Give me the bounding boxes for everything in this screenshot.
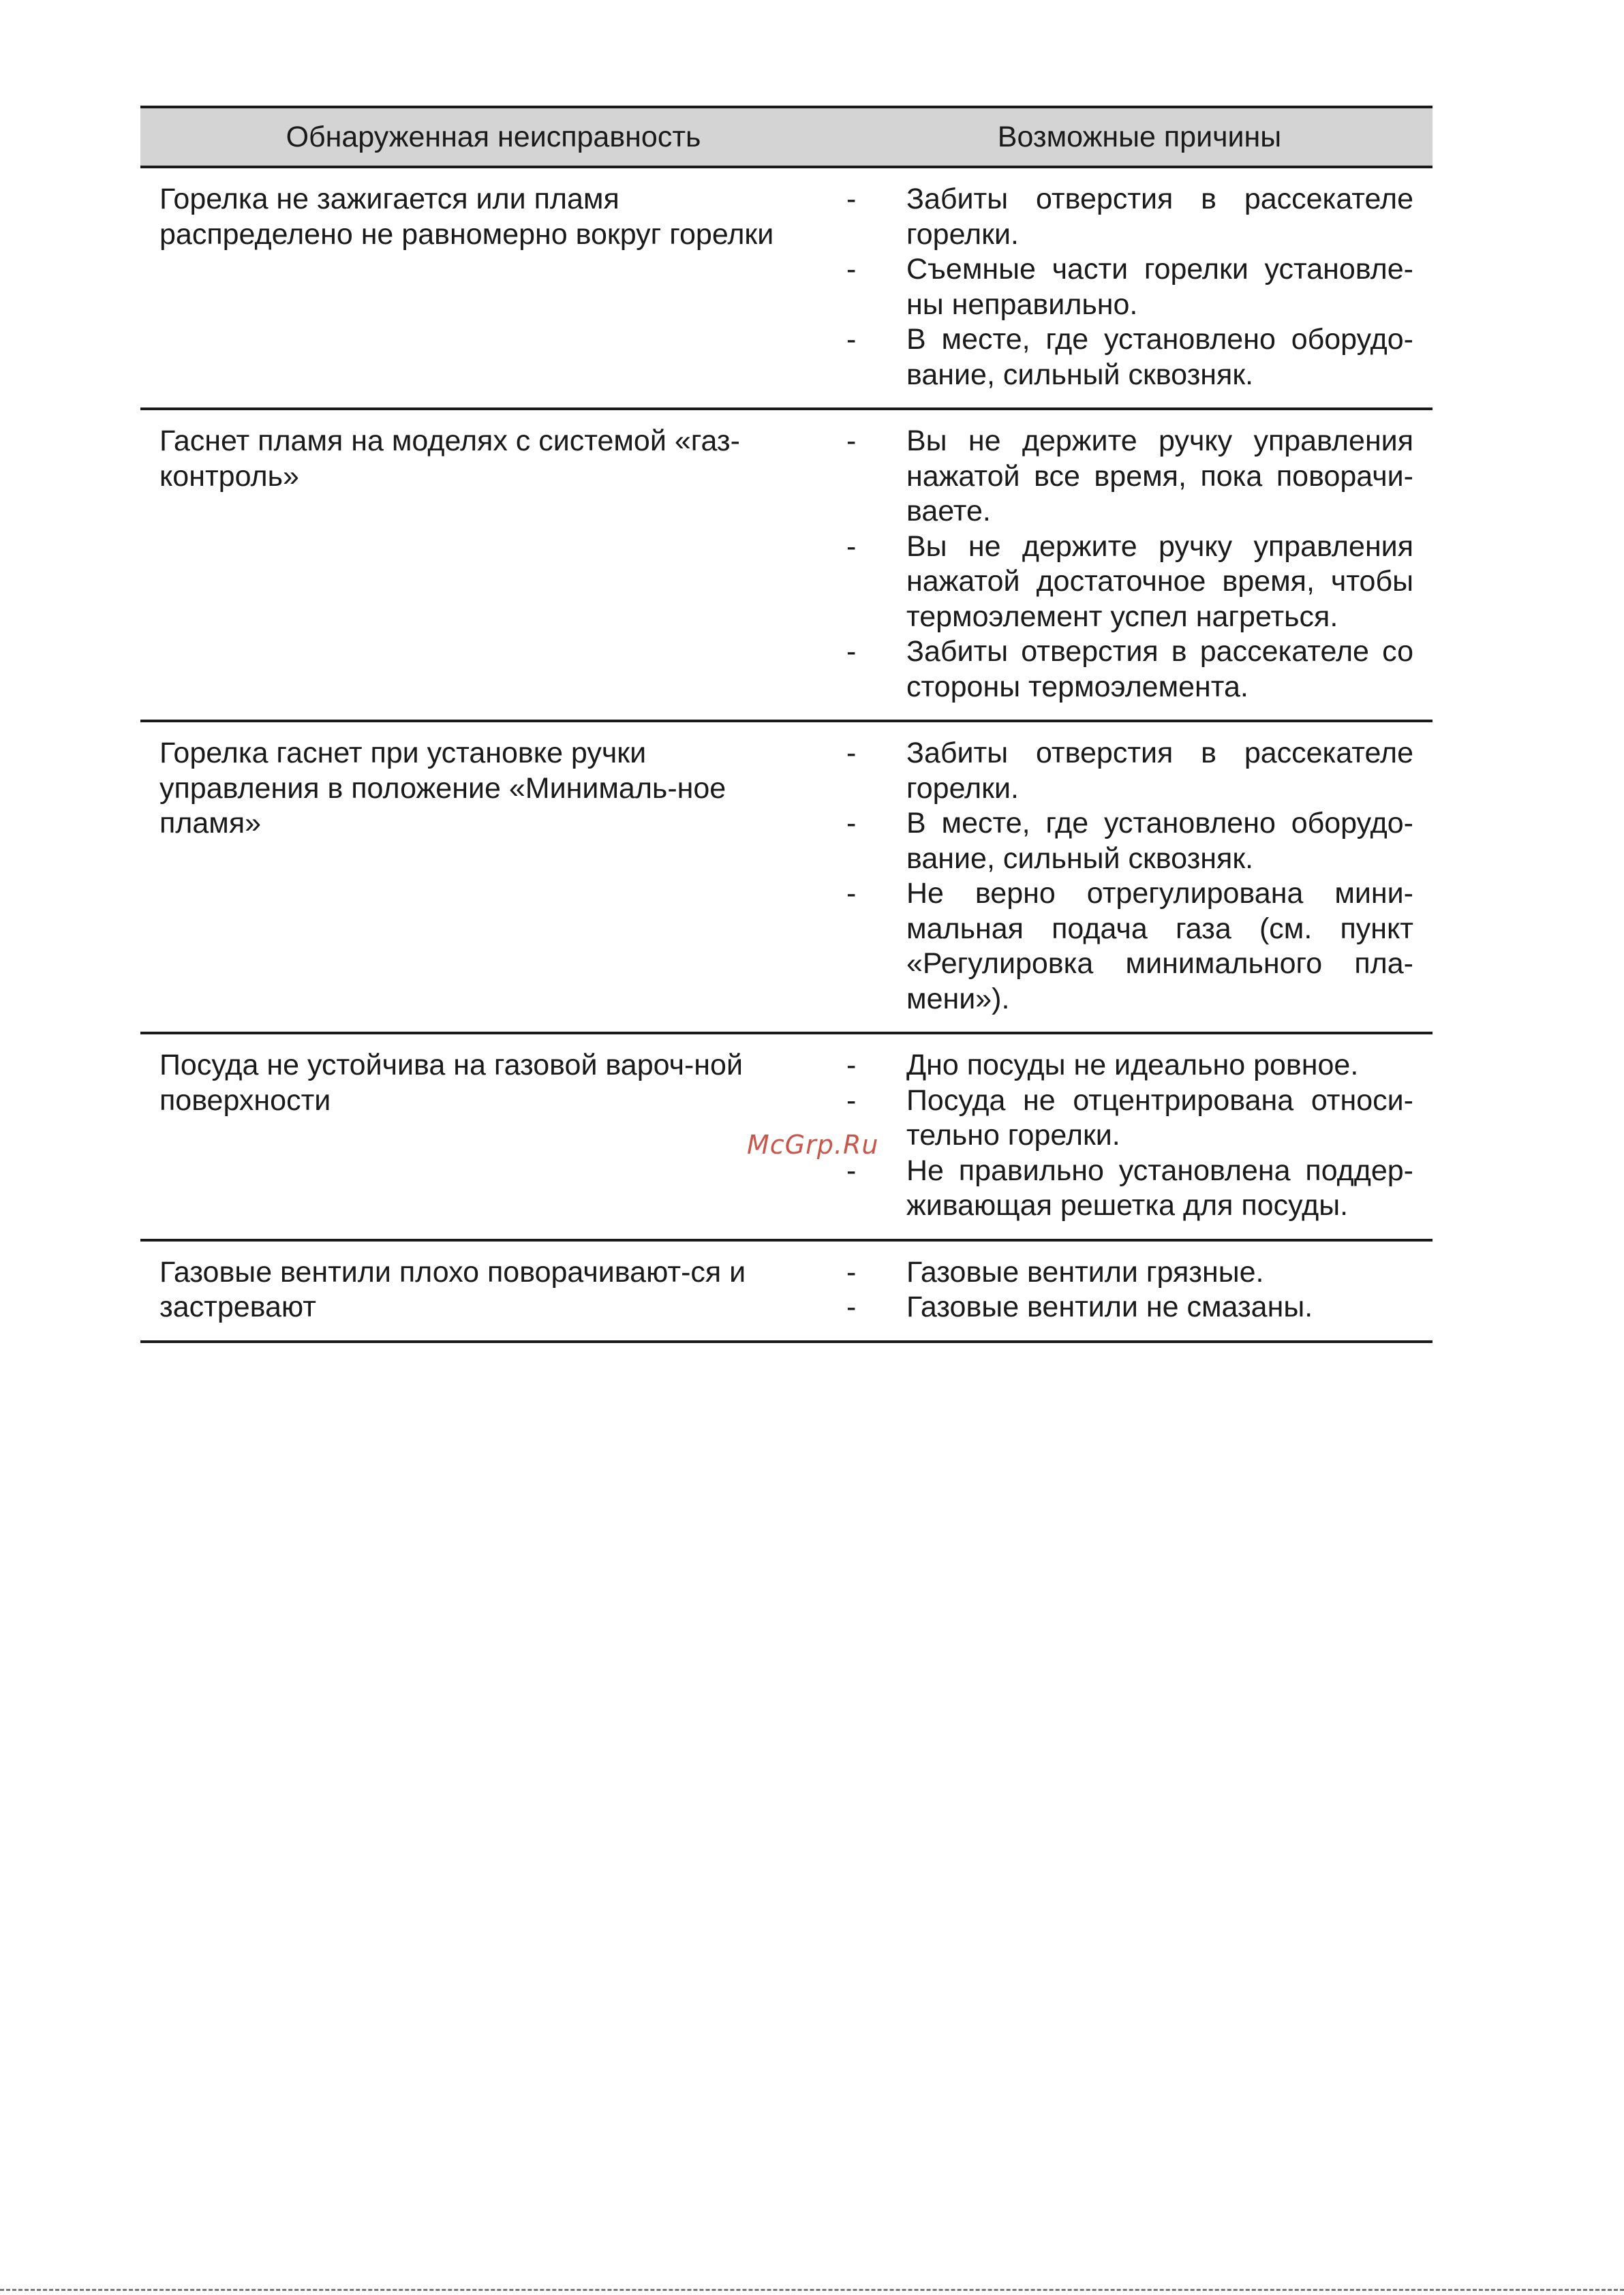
cause-item xyxy=(846,252,1413,322)
cause-text: Дно посуды не идеально ровное. xyxy=(906,1049,1359,1081)
header-fault: Обнаруженная неисправность xyxy=(286,120,701,153)
table-row xyxy=(140,1242,1433,1343)
causes-list xyxy=(846,182,1433,392)
cause-item xyxy=(846,806,1413,876)
cause-text: Съемные части горелки установле-ны неправильно. xyxy=(906,253,1413,321)
bullet-dash: - xyxy=(846,323,857,356)
cause-text: Не верно отрегулирована мини-мальная подача газа (см. пункт «Регулировка минимального пла-мени»). xyxy=(906,877,1413,1015)
cause-item xyxy=(846,1083,1413,1154)
cause-text: Вы не держите ручку управления нажатой достаточное время, чтобы термоэлемент успел нагреться. xyxy=(906,529,1413,633)
cause-text: Газовые вентили не смазаны. xyxy=(906,1291,1313,1323)
bottom-divider xyxy=(0,2289,1624,2291)
bullet-dash: - xyxy=(846,1154,857,1187)
table-row xyxy=(140,722,1433,1034)
cause-item xyxy=(846,322,1413,392)
cause-text: Газовые вентили грязные. xyxy=(906,1255,1264,1289)
fault-text: Газовые вентили плохо поворачивают-ся и застревают xyxy=(159,1255,746,1323)
cause-item xyxy=(846,1255,1413,1291)
bullet-dash: - xyxy=(846,425,857,457)
causes-list xyxy=(846,1048,1433,1224)
bullet-dash: - xyxy=(846,635,857,668)
cause-item xyxy=(846,182,1413,252)
cause-item xyxy=(846,1154,1413,1224)
cause-text: Не правильно установлена поддер-живающая решетка для посуды. xyxy=(906,1154,1413,1222)
cause-item xyxy=(846,424,1413,529)
causes-list xyxy=(846,424,1433,705)
fault-text: Посуда не устойчива на газовой вароч-ной поверхности xyxy=(159,1049,743,1117)
cause-text: Забиты отверстия в рассекателе горелки. xyxy=(906,737,1413,805)
bullet-dash: - xyxy=(846,1049,857,1081)
bullet-dash: - xyxy=(846,1291,857,1323)
bullet-dash: - xyxy=(846,1083,857,1117)
causes-list xyxy=(846,1255,1433,1325)
bullet-dash: - xyxy=(846,529,857,563)
cause-text: Забиты отверстия в рассекателе со стороны термоэлемента. xyxy=(906,635,1413,703)
fault-text: Горелка не зажигается или пламя распределено не равномерно вокруг горелки xyxy=(159,183,774,251)
bullet-dash: - xyxy=(846,807,857,840)
bullet-dash: - xyxy=(846,737,857,769)
cause-text: В месте, где установлено оборудо-вание, сильный сквозняк. xyxy=(906,807,1413,875)
table-header xyxy=(140,106,1433,168)
cause-item xyxy=(846,1048,1413,1083)
cause-text: Посуда не отцентрирована относи-тельно горелки. xyxy=(906,1083,1413,1152)
table-row xyxy=(140,168,1433,410)
fault-text: Гаснет пламя на моделях с системой «газ-контроль» xyxy=(159,425,740,493)
cause-text: Забиты отверстия в рассекателе горелки. xyxy=(906,183,1413,251)
bullet-dash: - xyxy=(846,1255,857,1289)
bullet-dash: - xyxy=(846,253,857,286)
watermark-text: McGrp.Ru xyxy=(747,1130,879,1160)
table-row xyxy=(140,410,1433,722)
cause-item xyxy=(846,634,1413,705)
bullet-dash: - xyxy=(846,877,857,910)
bullet-dash: - xyxy=(846,183,857,215)
fault-text: Горелка гаснет при установке ручки управления в положение «Минималь-ное пламя» xyxy=(159,737,726,840)
cause-item xyxy=(846,876,1413,1017)
header-causes: Возможные причины xyxy=(997,120,1282,153)
cause-item xyxy=(846,1290,1413,1325)
cause-item xyxy=(846,736,1413,806)
cause-text: Вы не держите ручку управления нажатой все время, пока поворачи-ваете. xyxy=(906,425,1413,527)
causes-list xyxy=(846,736,1433,1017)
cause-item xyxy=(846,529,1413,635)
cause-text: В месте, где установлено оборудо-вание, сильный сквозняк. xyxy=(906,323,1413,391)
